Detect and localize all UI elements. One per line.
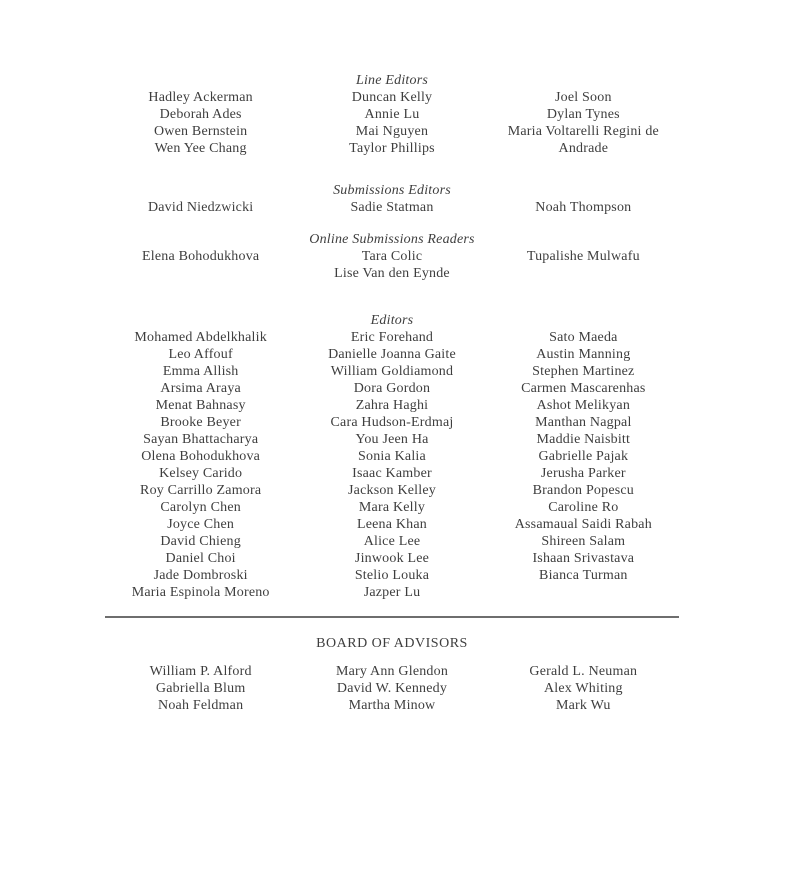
column-3 [488,329,679,601]
masthead-content [105,72,679,714]
column-3 [488,248,679,282]
column-2 [296,329,487,601]
person-name: Cara Hudson-Erdmaj [330,415,454,430]
person-name: Austin Manning [536,347,631,362]
person-name: Shireen Salam [541,534,626,549]
person-name: Noah Thompson [535,200,632,215]
person-name: Taylor Phillips [349,141,435,156]
column-3 [488,199,679,216]
person-name: William P. Alford [149,664,252,679]
person-name: Mara Kelly [358,500,426,515]
person-name: Sayan Bhattacharya [143,432,259,447]
section-heading-board-of-advisors: BOARD OF ADVISORS [316,636,468,651]
person-name: Leo Affouf [168,347,233,362]
person-name: Duncan Kelly [351,90,433,105]
person-name: Olena Bohodukhova [141,449,261,464]
person-name: David Chieng [160,534,241,549]
column-1 [105,663,296,714]
columns-online-submissions-readers [105,248,679,282]
person-name: Noah Feldman [158,698,244,713]
person-name: Brandon Popescu [532,483,635,498]
person-name: Leena Khan [356,517,427,532]
column-1 [105,89,296,157]
person-name: Alex Whiting [543,681,623,696]
columns-line-editors [105,89,679,157]
person-name: Stephen Martinez [532,364,635,379]
person-name: Manthan Nagpal [535,415,632,430]
person-name: Jazper Lu [363,585,421,600]
person-name: David Niedzwicki [147,200,254,215]
person-name: Zahra Haghi [355,398,429,413]
person-name: Lise Van den Eynde [334,266,450,281]
person-name: Emma Allish [162,364,239,379]
person-name: Danielle Joanna Gaite [328,347,456,362]
person-name: Bianca Turman [539,568,628,583]
column-1 [105,199,296,216]
person-name: Maddie Naisbitt [536,432,631,447]
columns-board-of-advisors [105,663,679,714]
person-name: Kelsey Carido [159,466,243,481]
person-name: Menat Bahnasy [155,398,246,413]
section-heading-submissions-editors: Submissions Editors [333,183,451,198]
column-3 [488,89,679,157]
section-submissions-editors [105,182,679,216]
person-name: Mark Wu [556,698,611,713]
person-name: Wen Yee Chang [154,141,247,156]
person-name: Maria Espinola Moreno [131,585,270,600]
person-name: Stelio Louka [354,568,430,583]
section-editors [105,312,679,601]
person-name: Mohamed Abdelkhalik [134,330,267,345]
person-name: Caroline Ro [548,500,619,515]
person-name: Sonia Kalia [358,449,426,464]
section-board-of-advisors [105,635,679,714]
person-name: Jackson Kelley [348,483,436,498]
person-name: Roy Carrillo Zamora [140,483,262,498]
person-name: Dylan Tynes [546,107,620,122]
person-name: Elena Bohodukhova [142,249,260,264]
person-name: Arsima Araya [160,381,241,396]
columns-editors [105,329,679,601]
person-name: You Jeen Ha [355,432,429,447]
columns-submissions-editors [105,199,679,216]
section-heading-editors: Editors [370,313,414,328]
person-name: Maria Voltarelli Regini de Andrade [507,124,659,156]
person-name: Martha Minow [348,698,436,713]
person-name: Tara Colic [361,249,423,264]
person-name: Eric Forehand [350,330,434,345]
person-name: Jade Dombroski [153,568,248,583]
person-name: Joyce Chen [167,517,235,532]
person-name: David W. Kennedy [336,681,448,696]
person-name: Gabrielle Pajak [538,449,629,464]
person-name: Assamaual Saidi Rabah [514,517,652,532]
person-name: Isaac Kamber [352,466,432,481]
person-name: Sadie Statman [350,200,434,215]
column-3 [488,663,679,714]
person-name: Gabriella Blum [155,681,246,696]
section-heading-online-submissions-readers: Online Submissions Readers [309,232,475,247]
column-2 [296,248,487,282]
person-name: Jinwook Lee [354,551,430,566]
person-name: Hadley Ackerman [148,90,253,105]
section-online-submissions-readers [105,231,679,282]
person-name: Annie Lu [364,107,420,122]
column-1 [105,329,296,601]
person-name: Mary Ann Glendon [335,664,449,679]
person-name: Daniel Choi [165,551,236,566]
person-name: Brooke Beyer [160,415,241,430]
person-name: Dora Gordon [353,381,431,396]
column-2 [296,663,487,714]
person-name: Ashot Melikyan [536,398,631,413]
person-name: Deborah Ades [159,107,242,122]
person-name: Owen Bernstein [153,124,248,139]
section-line-editors [105,72,679,157]
person-name: Sato Maeda [549,330,618,345]
person-name: Gerald L. Neuman [529,664,638,679]
person-name: Ishaan Srivastava [532,551,635,566]
person-name: Carolyn Chen [160,500,241,515]
person-name: Alice Lee [363,534,421,549]
person-name: Jerusha Parker [540,466,626,481]
column-2 [296,199,487,216]
person-name: Carmen Mascarenhas [521,381,646,396]
column-2 [296,89,487,157]
person-name: William Goldiamond [330,364,454,379]
person-name: Mai Nguyen [355,124,429,139]
section-divider [105,616,679,618]
section-heading-line-editors: Line Editors [355,73,429,88]
person-name: Tupalishe Mulwafu [526,249,640,264]
column-1 [105,248,296,282]
person-name: Joel Soon [555,90,612,105]
